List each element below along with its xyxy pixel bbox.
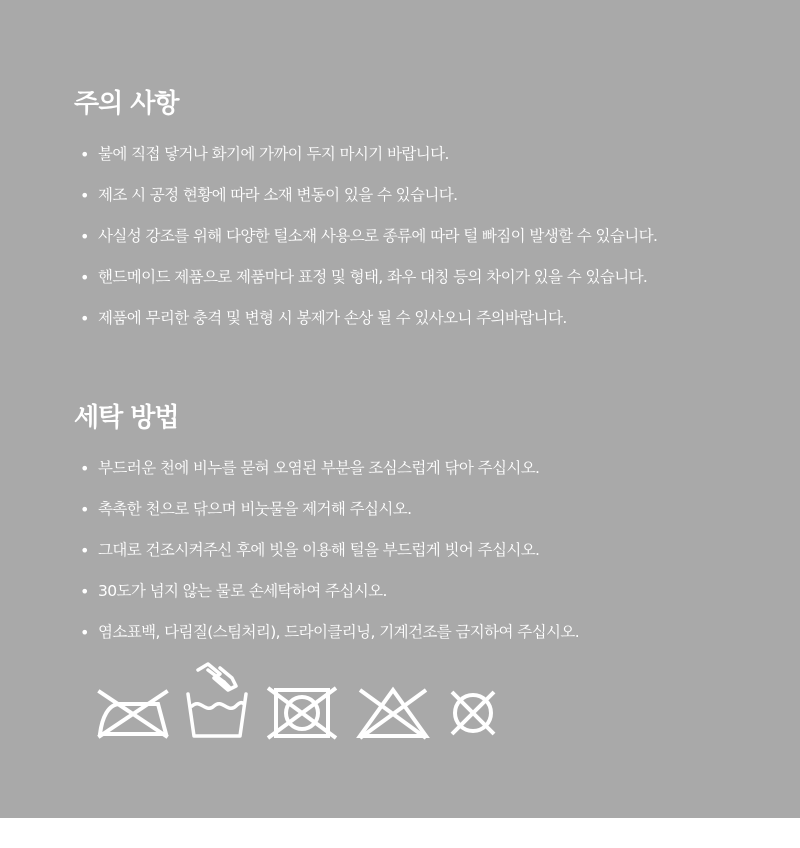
list-item bbox=[74, 612, 774, 653]
list-item bbox=[74, 530, 774, 571]
list-item-text: 사실성 강조를 위해 다양한 털소재 사용으로 종류에 따라 털 빠짐이 발생할 수 있습니다. bbox=[98, 227, 658, 245]
bullet-icon: • bbox=[80, 623, 89, 642]
bullet-icon: • bbox=[80, 582, 89, 601]
caution-list bbox=[74, 134, 774, 339]
list-item-text: 30도가 넘지 않는 물로 손세탁하여 주십시오. bbox=[98, 582, 387, 600]
washing-list bbox=[74, 448, 774, 653]
list-item-text: 제조 시 공정 현황에 따라 소재 변동이 있을 수 있습니다. bbox=[98, 186, 458, 204]
bullet-icon: • bbox=[80, 186, 89, 205]
bullet-icon: • bbox=[80, 541, 89, 560]
list-item-text: 제품에 무리한 충격 및 변형 시 봉제가 손상 될 수 있사오니 주의바랍니다. bbox=[98, 309, 567, 327]
list-item-text: 부드러운 천에 비누를 묻혀 오염된 부분을 조심스럽게 닦아 주십시오. bbox=[98, 459, 540, 477]
bullet-icon: • bbox=[80, 268, 89, 287]
list-item bbox=[74, 298, 774, 339]
do-not-tumble-dry-icon bbox=[266, 686, 338, 740]
list-item bbox=[74, 489, 774, 530]
bullet-icon: • bbox=[80, 500, 89, 519]
list-item-text: 염소표백, 다림질(스팀처리), 드라이클리닝, 기계건조를 금지하여 주십시오. bbox=[98, 623, 580, 641]
washing-section bbox=[74, 400, 774, 653]
caution-section bbox=[74, 86, 774, 339]
bullet-icon: • bbox=[80, 309, 89, 328]
do-not-bleach-icon bbox=[356, 686, 430, 740]
list-item bbox=[74, 448, 774, 489]
list-item-text: 그대로 건조시켜주신 후에 빗을 이용해 털을 부드럽게 빗어 주십시오. bbox=[98, 541, 540, 559]
caution-title: 주의 사항 bbox=[74, 89, 179, 119]
list-item-text: 불에 직접 닿거나 화기에 가까이 두지 마시기 바랍니다. bbox=[98, 145, 449, 163]
washing-title: 세탁 방법 bbox=[74, 403, 179, 433]
bullet-icon: • bbox=[80, 145, 89, 164]
bullet-icon: • bbox=[80, 459, 89, 478]
bullet-icon: • bbox=[80, 227, 89, 246]
list-item-text: 핸드메이드 제품으로 제품마다 표정 및 형태, 좌우 대칭 등의 차이가 있을 수 있습니다. bbox=[98, 268, 648, 286]
care-symbols bbox=[96, 660, 516, 740]
list-item bbox=[74, 216, 774, 257]
list-item bbox=[74, 257, 774, 298]
list-item bbox=[74, 134, 774, 175]
hand-wash-icon bbox=[184, 660, 250, 740]
list-item bbox=[74, 175, 774, 216]
list-item-text: 촉촉한 천으로 닦으며 비눗물을 제거해 주십시오. bbox=[98, 500, 412, 518]
do-not-dry-clean-icon bbox=[448, 688, 498, 738]
list-item bbox=[74, 571, 774, 612]
do-not-iron-icon bbox=[96, 688, 170, 740]
